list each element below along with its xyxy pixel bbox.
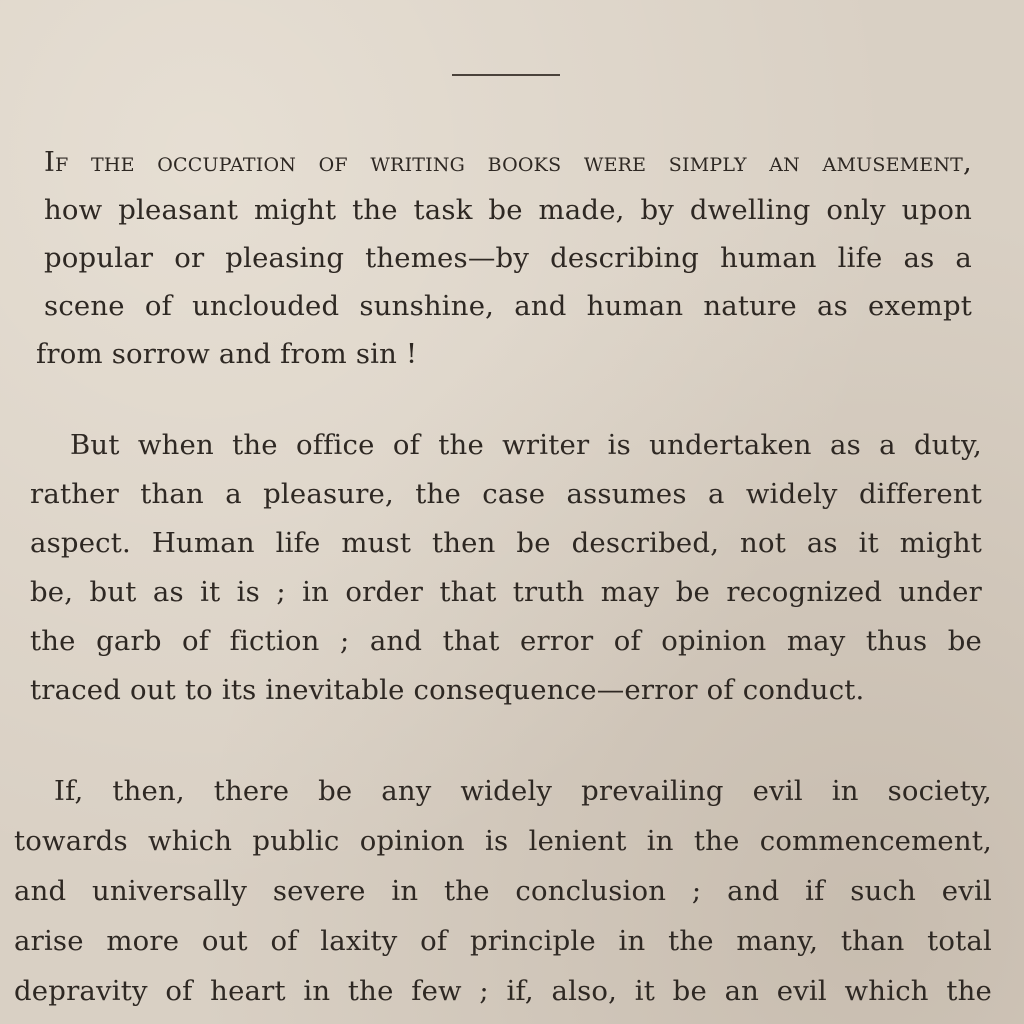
paragraph-3 [14, 766, 992, 1016]
header-rule [452, 74, 560, 76]
paragraph-1 [36, 138, 972, 378]
paragraph-line: rather than a pleasure, the case assumes a widely different [30, 478, 982, 510]
paragraph-2 [30, 421, 982, 715]
paragraph-line: be, but as it is ; in order that truth may be recognized under [30, 576, 982, 608]
paragraph-line: and universally severe in the conclusion ; and if such evil [14, 875, 992, 907]
paragraph-line: If the occupation of writing books were simply an amusement, [44, 146, 972, 178]
paragraph-line: depravity of heart in the few ; if, also, it be an evil which the [14, 975, 992, 1007]
paragraph-line: But when the office of the writer is undertaken as a duty, [70, 429, 982, 461]
paragraph-line: popular or pleasing themes—by describing human life as a [44, 242, 972, 274]
paragraph-line: the garb of fiction ; and that error of opinion may thus be [30, 625, 982, 657]
paragraph-line: how pleasant might the task be made, by dwelling only upon [44, 194, 972, 226]
paragraph-line: aspect. Human life must then be described, not as it might [30, 527, 982, 559]
paragraph-line: arise more out of laxity of principle in the many, than total [14, 925, 992, 957]
paragraph-line: If, then, there be any widely prevailing evil in society, [54, 775, 992, 807]
paragraph-line: towards which public opinion is lenient in the commencement, [14, 825, 992, 857]
paragraph-line: traced out to its inevitable consequence—error of conduct. [30, 674, 865, 706]
paragraph-line: scene of unclouded sunshine, and human nature as exempt [44, 290, 972, 322]
paragraph-line: from sorrow and from sin ! [36, 338, 418, 370]
